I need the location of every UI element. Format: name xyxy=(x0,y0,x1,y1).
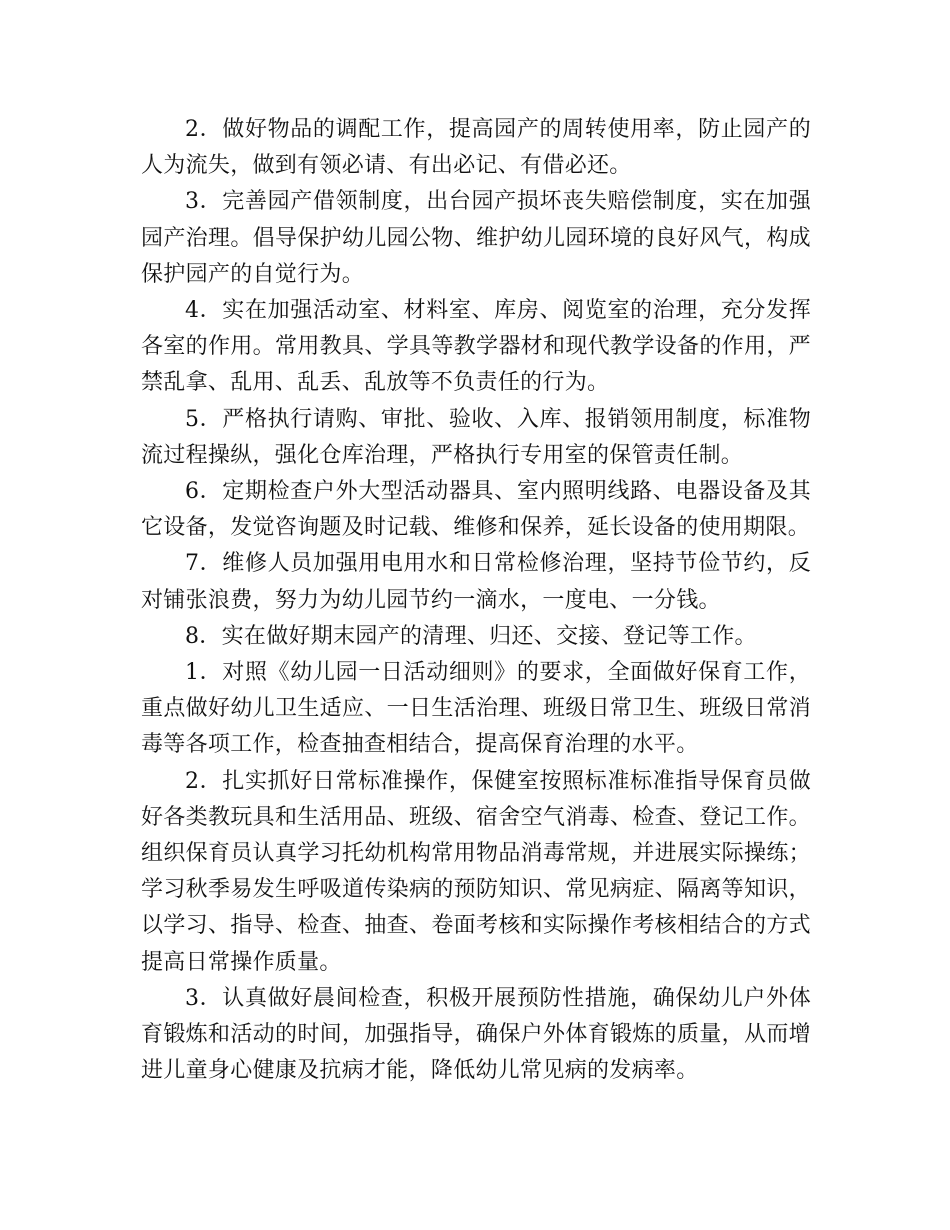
paragraph: 1．对照《幼儿园一日活动细则》的要求，全面做好保育工作，重点做好幼儿卫生适应、一日生活治理、班级日常卫生、班级日常消毒等各项工作，检查抽查相结合，提高保育治理的水平。 xyxy=(141,660,811,758)
paragraph: 3．完善园产借领制度，出台园产损坏丧失赔偿制度，实在加强园产治理。倡导保护幼儿园公物、维护幼儿园环境的良好风气，构成保护园产的自觉行为。 xyxy=(141,189,811,287)
paragraph: 6．定期检查户外大型活动器具、室内照明线路、电器设备及其它设备，发觉咨询题及时记载、维修和保养，延长设备的使用期限。 xyxy=(141,479,811,541)
paragraph: 7．维修人员加强用电用水和日常检修治理，坚持节俭节约，反对铺张浪费，努力为幼儿园节约一滴水，一度电、一分钱。 xyxy=(141,551,811,613)
document-body xyxy=(141,112,811,1089)
paragraph: 5．严格执行请购、审批、验收、入库、报销领用制度，标准物流过程操纵，强化仓库治理，严格执行专用室的保管责任制。 xyxy=(141,406,811,468)
paragraph: 8．实在做好期末园产的清理、归还、交接、登记等工作。 xyxy=(185,623,757,649)
paragraph: 2．扎实抓好日常标准操作，保健室按照标准标准指导保育员做好各类教玩具和生活用品、班级、宿舍空气消毒、检查、登记工作。组织保育员认真学习托幼机构常用物品消毒常规，并进展实际操练；学习秋季易发生呼吸道传染病的预防知识、常见病症、隔离等知识，以学习、指导、检查、抽查、卷面考核和实际操作考核相结合的方式提高日常操作质量。 xyxy=(141,768,811,975)
paragraph: 3．认真做好晨间检查，积极开展预防性措施，确保幼儿户外体育锻炼和活动的时间，加强指导，确保户外体育锻炼的质量，从而增进儿童身心健康及抗病才能，降低幼儿常见病的发病率。 xyxy=(141,985,811,1084)
paragraph: 2．做好物品的调配工作，提高园产的周转使用率，防止园产的人为流失，做到有领必请、有出必记、有借必还。 xyxy=(141,117,811,179)
paragraph: 4．实在加强活动室、材料室、库房、阅览室的治理，充分发挥各室的作用。常用教具、学具等教学器材和现代教学设备的作用，严禁乱拿、乱用、乱丢、乱放等不负责任的行为。 xyxy=(141,298,811,396)
